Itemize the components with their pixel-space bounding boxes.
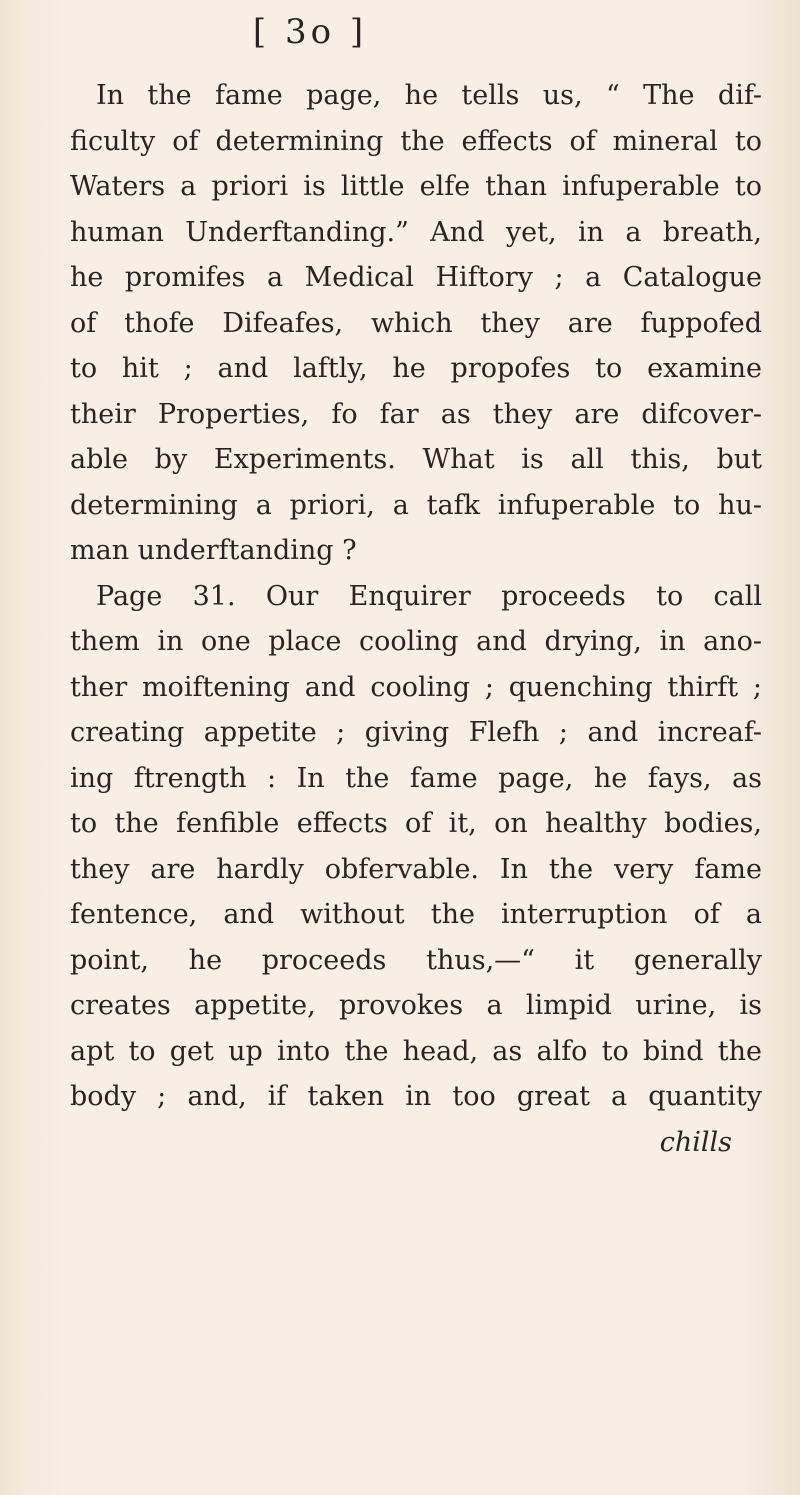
text-line: human Underftanding.” And yet, in a breath, xyxy=(70,216,762,248)
text-line: their Properties, fo far as they are difcover- xyxy=(70,398,762,430)
paragraph-2 xyxy=(70,574,762,1120)
text-line: of thofe Difeafes, which they are fuppofed xyxy=(70,307,762,339)
text-line: point, he proceeds thus,—“ it generally xyxy=(70,944,762,976)
text-line: In the fame page, he tells us, “ The dif- xyxy=(96,80,762,111)
text-line: determining a priori, a tafk infuperable to hu- xyxy=(70,489,762,521)
catchword: chills xyxy=(659,1126,732,1158)
body-text xyxy=(70,73,762,1165)
text-line: body ; and, if taken in too great a quantity xyxy=(70,1081,762,1112)
text-line: ficulty of determining the effects of mineral to xyxy=(70,125,762,157)
text-line: them in one place cooling and drying, in ano- xyxy=(70,626,762,657)
text-line: Waters a priori is little elfe than infuperable to xyxy=(70,171,762,202)
text-line: he promifes a Medical Hiftory ; a Catalogue xyxy=(70,262,762,293)
text-line: Page 31. Our Enquirer proceeds to call xyxy=(96,580,762,612)
text-line: ing ftrength : In the fame page, he fays, as xyxy=(70,762,762,794)
text-line: creates appetite, provokes a limpid urine, is xyxy=(70,990,762,1021)
text-line: to the fenfible effects of it, on healthy bodies, xyxy=(70,808,762,839)
text-line: to hit ; and laftly, he propofes to examine xyxy=(70,353,762,384)
text-line: fentence, and without the interruption of a xyxy=(70,899,762,930)
text-line: man underftanding ? xyxy=(70,535,357,566)
page-number-header: [ 3o ] xyxy=(252,12,368,52)
text-line: they are hardly obfervable. In the very fame xyxy=(70,853,762,885)
paragraph-1 xyxy=(70,73,762,574)
text-line: creating appetite ; giving Flefh ; and increaf- xyxy=(70,717,762,748)
text-line: apt to get up into the head, as alfo to bind the xyxy=(70,1035,762,1067)
text-line: ther moiftening and cooling ; quenching thirft ; xyxy=(70,671,762,703)
text-line: able by Experiments. What is all this, but xyxy=(70,444,762,475)
